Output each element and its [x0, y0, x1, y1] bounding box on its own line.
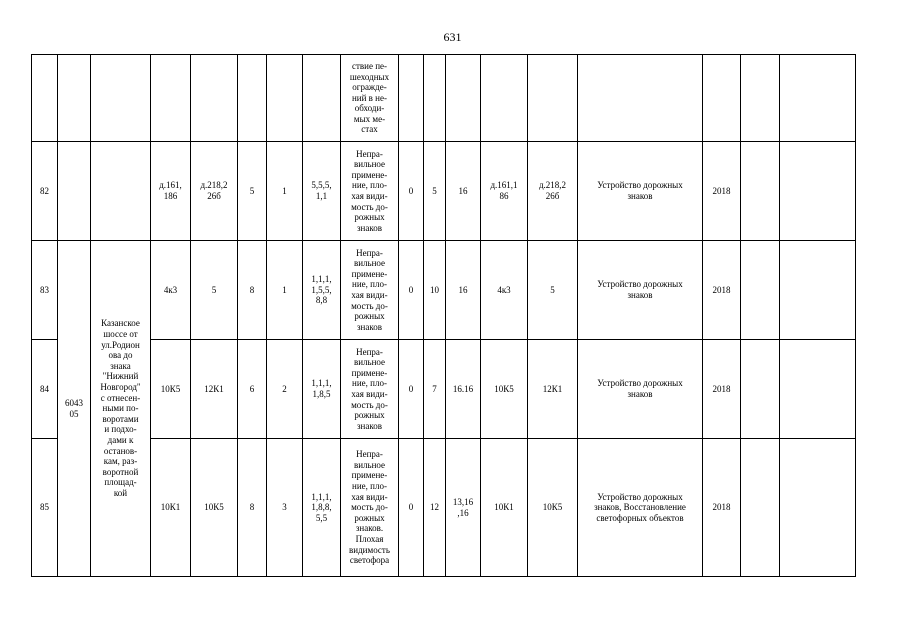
cell-work [578, 241, 703, 340]
cell-c11: 16.16 [446, 340, 481, 439]
cell-codes [303, 55, 341, 142]
cell-from: д.161, 186 [151, 142, 191, 241]
cell-section-road: Казанское шоссе от ул.Родион ова до знака "Нижний Новгород" с отнесен- ными по- воротами и подхо- дами к останов- кам, раз- воротной площад- кой [91, 241, 151, 577]
cell-to2: 12К1 [528, 340, 578, 439]
cell-desc [341, 439, 399, 577]
cell-id [58, 55, 91, 142]
cell-num: 85 [32, 439, 58, 577]
desc-text: Непра- вильное примене- ние, пло- хая види- мость до- рожных знаков [351, 148, 388, 233]
cell-c9: 0 [399, 340, 424, 439]
cell-c6: 3 [267, 439, 303, 577]
cell-empty-2 [780, 241, 856, 340]
cell-id [58, 142, 91, 241]
cell-from2: 10К1 [481, 439, 528, 577]
cell-desc [341, 340, 399, 439]
cell-to2 [528, 55, 578, 142]
cell-c9 [399, 55, 424, 142]
cell-c11: 13,16 ,16 [446, 439, 481, 577]
desc-text: Непра- вильное примене- ние, пло- хая види- мость до- рожных знаков [351, 247, 388, 332]
cell-codes: 1,1,1, 1,5,5, 8,8 [303, 241, 341, 340]
cell-c10: 12 [424, 439, 446, 577]
cell-year: 2018 [703, 340, 741, 439]
work-text: Устройство дорожных знаков [597, 378, 683, 399]
cell-from [151, 55, 191, 142]
cell-to: д.218,2 26б [191, 142, 238, 241]
cell-empty-2 [780, 340, 856, 439]
cell-to2: 5 [528, 241, 578, 340]
cell-empty-1 [741, 439, 780, 577]
cell-to [191, 55, 238, 142]
cell-c10: 10 [424, 241, 446, 340]
table-row [32, 439, 856, 577]
cell-c11 [446, 55, 481, 142]
cell-num: 84 [32, 340, 58, 439]
cell-empty-1 [741, 340, 780, 439]
cell-c6 [267, 55, 303, 142]
cell-c5: 8 [238, 241, 267, 340]
work-text: Устройство дорожных знаков [597, 279, 683, 300]
cell-to: 10К5 [191, 439, 238, 577]
cell-c10 [424, 55, 446, 142]
cell-num: 82 [32, 142, 58, 241]
cell-c10: 7 [424, 340, 446, 439]
cell-c11: 16 [446, 142, 481, 241]
table-row [32, 340, 856, 439]
cell-from2: д.161,1 86 [481, 142, 528, 241]
cell-to: 5 [191, 241, 238, 340]
cell-codes: 1,1,1, 1,8,5 [303, 340, 341, 439]
cell-work [578, 340, 703, 439]
cell-from2: 4к3 [481, 241, 528, 340]
cell-c11: 16 [446, 241, 481, 340]
cell-work [578, 142, 703, 241]
cell-num: 83 [32, 241, 58, 340]
cell-c5: 5 [238, 142, 267, 241]
cell-empty-1 [741, 241, 780, 340]
cell-year: 2018 [703, 142, 741, 241]
cell-year [703, 55, 741, 142]
cell-empty-1 [741, 55, 780, 142]
cell-codes: 1,1,1, 1,8,8, 5,5 [303, 439, 341, 577]
cell-c9: 0 [399, 439, 424, 577]
desc-text: Непра- вильное примене- ние, пло- хая види- мость до- рожных знаков [351, 346, 388, 431]
cell-road [91, 142, 151, 241]
cell-year: 2018 [703, 241, 741, 340]
cell-empty-2 [780, 142, 856, 241]
cell-c10: 5 [424, 142, 446, 241]
cell-desc [341, 241, 399, 340]
cell-road [91, 55, 151, 142]
cell-work [578, 439, 703, 577]
cell-empty-2 [780, 439, 856, 577]
cell-c9: 0 [399, 142, 424, 241]
cell-from2: 10К5 [481, 340, 528, 439]
cell-codes: 5,5,5, 1,1 [303, 142, 341, 241]
table-row-continuation [32, 55, 856, 142]
cell-c6: 1 [267, 241, 303, 340]
cell-c9: 0 [399, 241, 424, 340]
continuation-text: ствие пе- шеходных огражде- ний в не- обходи- мых ме- стах [349, 60, 390, 135]
cell-to: 12К1 [191, 340, 238, 439]
work-text: Устройство дорожных знаков [597, 180, 683, 201]
work-text: Устройство дорожных знаков, Восстановление светофорных объектов [594, 491, 686, 523]
table-row [32, 142, 856, 241]
cell-c5: 6 [238, 340, 267, 439]
cell-from: 10К1 [151, 439, 191, 577]
cell-year: 2018 [703, 439, 741, 577]
page-number: 631 [443, 30, 462, 44]
cell-from: 10К5 [151, 340, 191, 439]
cell-empty-1 [741, 142, 780, 241]
data-table [31, 54, 856, 577]
cell-from: 4к3 [151, 241, 191, 340]
cell-work [578, 55, 703, 142]
cell-to2: д.218,2 26б [528, 142, 578, 241]
cell-c5 [238, 55, 267, 142]
cell-c5: 8 [238, 439, 267, 577]
desc-text: Непра- вильное примене- ние, пло- хая види- мость до- рожных знаков. Плохая видимость светофора [349, 449, 390, 566]
cell-desc [341, 55, 399, 142]
cell-empty-2 [780, 55, 856, 142]
cell-c6: 1 [267, 142, 303, 241]
cell-c6: 2 [267, 340, 303, 439]
cell-section-id: 6043 05 [58, 241, 91, 577]
cell-to2: 10К5 [528, 439, 578, 577]
table-row [32, 241, 856, 340]
cell-num [32, 55, 58, 142]
cell-from2 [481, 55, 528, 142]
cell-desc [341, 142, 399, 241]
